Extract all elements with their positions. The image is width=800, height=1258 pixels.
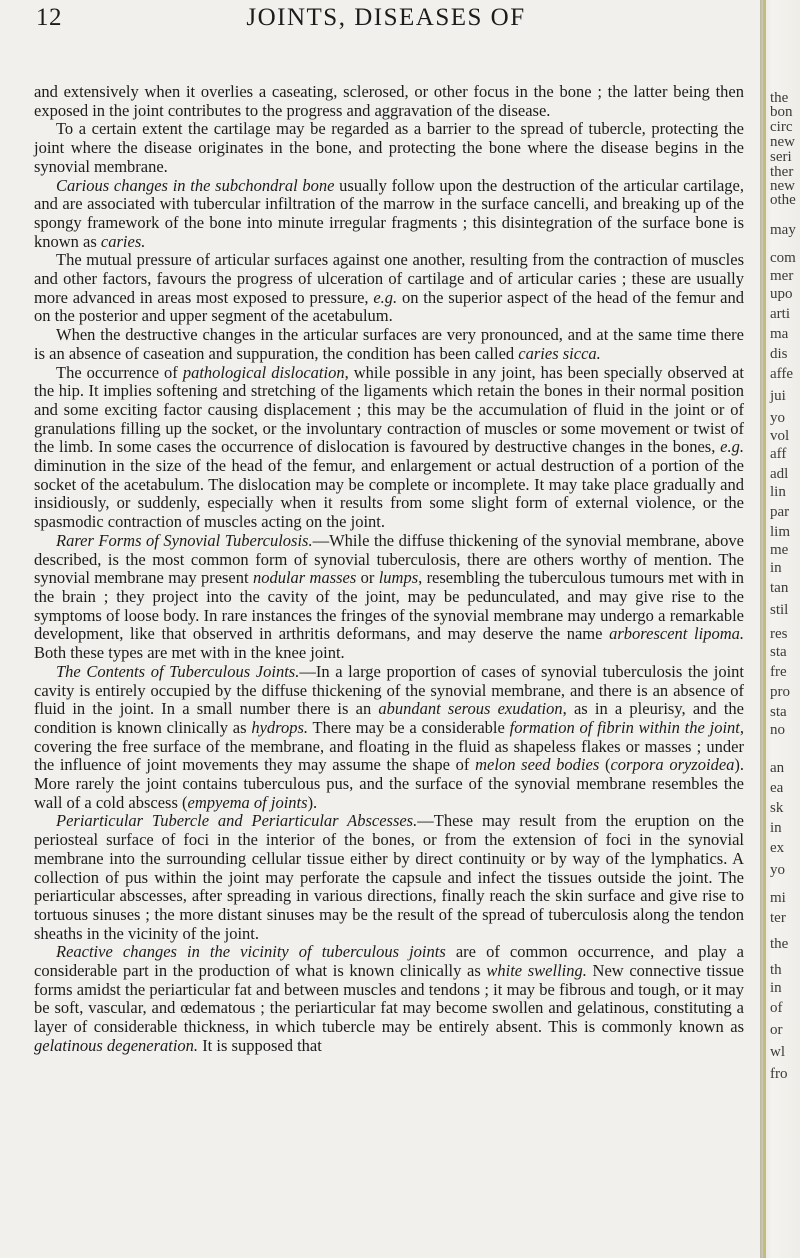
margin-fragment: vol bbox=[770, 428, 790, 444]
margin-fragment: adl bbox=[770, 466, 789, 482]
margin-fragment: no bbox=[770, 722, 785, 738]
margin-fragment: an bbox=[770, 760, 785, 776]
margin-fragment: par bbox=[770, 504, 790, 520]
margin-fragment: new bbox=[770, 178, 795, 194]
margin-fragment: the bbox=[770, 90, 789, 106]
margin-fragment: sk bbox=[770, 800, 784, 816]
text-run: —In a large proportion of cases of synovial tuberculosis the joint cavity is entirely occupied by the diffuse thickening of the synovial membrane, and there is an absence of fluid in the joint. In a small number there is an bbox=[34, 661, 744, 719]
margin-fragment: affe bbox=[770, 366, 794, 382]
margin-fragment: lin bbox=[770, 484, 786, 500]
adjacent-page-edge bbox=[760, 0, 800, 1258]
italic-term: corpora oryzoidea bbox=[610, 755, 735, 775]
margin-fragment: res bbox=[770, 626, 788, 642]
text-run: , as in a pleurisy, and the condition is known clinically as bbox=[34, 699, 745, 737]
margin-fragment: jui bbox=[770, 388, 786, 404]
margin-fragment: aff bbox=[770, 446, 787, 462]
page-header bbox=[36, 4, 736, 44]
text-run: ( bbox=[599, 755, 611, 775]
margin-fragment: of bbox=[770, 1000, 783, 1016]
text-run: ). More rarely the joint contains tuberculous pus, and the surface of the synovial membrane resembles the wall of a cold abscess ( bbox=[34, 755, 745, 812]
text-run: and extensively when it overlies a caseating, sclerosed, or other focus in the bone ; the latter being then exposed in the joint contributes to the progress and aggravation of the disease. bbox=[34, 82, 744, 120]
margin-fragment: ter bbox=[770, 910, 786, 926]
text-run: are of common occurrence, and play a considerable part in the production of what is known clinically as bbox=[34, 942, 745, 981]
italic-term: Carious changes in the subchondral bone bbox=[56, 175, 335, 195]
paragraph bbox=[34, 251, 744, 326]
italic-term: Reactive changes in the vicinity of tuberculous joints bbox=[56, 942, 446, 962]
text-run: Both these types are met with in the knee joint. bbox=[34, 643, 345, 663]
margin-fragment: wl bbox=[770, 1044, 785, 1060]
paragraph bbox=[34, 120, 744, 176]
italic-term: e.g. bbox=[373, 287, 398, 307]
text-run: on the superior aspect of the head of the femur and on the posterior and upper segment of the acetabulum. bbox=[34, 287, 744, 326]
margin-fragment: seri bbox=[770, 149, 792, 165]
margin-fragment: circ bbox=[770, 119, 793, 135]
margin-fragment: the bbox=[770, 936, 789, 952]
italic-term: The Contents of Tuberculous Joints. bbox=[56, 661, 300, 681]
italic-term: nodular masses bbox=[252, 568, 357, 588]
italic-term: empyema of joints bbox=[187, 792, 308, 812]
italic-term: pathological dislocation bbox=[182, 362, 345, 382]
margin-fragment: in bbox=[770, 980, 782, 996]
margin-fragment: ex bbox=[770, 840, 785, 856]
italic-term: abundant serous exudation bbox=[378, 699, 563, 719]
margin-fragment: in bbox=[770, 560, 782, 576]
italic-term: e.g. bbox=[720, 437, 744, 457]
margin-fragment: sta bbox=[770, 644, 787, 660]
page-number: 12 bbox=[36, 4, 62, 31]
margin-fragment: yo bbox=[770, 410, 785, 426]
italic-term: arborescent lipoma. bbox=[609, 624, 744, 644]
paragraph bbox=[34, 532, 744, 663]
italic-term: Rarer Forms of Synovial Tuberculosis. bbox=[56, 530, 313, 550]
text-run: When the destructive changes in the articular surfaces are very pronounced, and at the same time there is an absence of caseation and suppuration, the condition has been called bbox=[34, 325, 744, 363]
text-run: , while possible in any joint, has been specially observed at the hip. It implies softening and stretching of the ligaments which retain the bones in their normal position and some exciting factor causing displacement ; this may be the accumulation of fluid in the joint or of granulations filling up the socket, or the involuntary contraction of muscles or some movement or twist of the limb. In some cases the occurrence of dislocation is favoured by destructive changes in the bones, bbox=[34, 362, 744, 457]
running-title: JOINTS, DISEASES OF bbox=[246, 4, 526, 31]
margin-fragment: in bbox=[770, 820, 782, 836]
margin-fragment: ma bbox=[770, 326, 789, 342]
text-run: , covering the free surface of the membrane, and floating in the fluid as shapeless flakes or masses ; under the influence of joint movements they may assume the shape of bbox=[34, 717, 744, 775]
margin-fragment: fro bbox=[770, 1066, 788, 1082]
text-run: The mutual pressure of articular surfaces against one another, resulting from the contraction of muscles and other factors, favours the progress of ulceration of cartilage and of articular caries ; these are usually more advanced in areas most exposed to pressure, bbox=[34, 250, 744, 307]
paragraph bbox=[34, 663, 744, 813]
margin-fragment: upo bbox=[770, 286, 793, 302]
text-run: To a certain extent the cartilage may be regarded as a barrier to the spread of tubercle, protecting the joint where the disease originates in the bone, and protecting the bone where the disease begins in the synovial membrane. bbox=[34, 119, 744, 176]
margin-fragment: may bbox=[770, 222, 796, 238]
margin-fragment: lim bbox=[770, 524, 791, 540]
italic-term: lumps bbox=[378, 568, 419, 588]
italic-term: formation of fibrin within the joint bbox=[509, 717, 740, 737]
italic-term: white swelling. bbox=[486, 961, 587, 981]
text-run: ). bbox=[307, 792, 318, 812]
margin-fragment: th bbox=[770, 962, 782, 978]
margin-fragment: othe bbox=[770, 192, 796, 208]
paragraph bbox=[34, 177, 744, 252]
text-run: diminution in the size of the head of the femur, and enlargement or actual destruction of a portion of the socket of the acetabulum. The dislocation may be complete or incomplete. It may take place gradually and insidiously, or suddenly, especially when it results from some slight form of external violence, or the spasmodic contraction of muscles acting on the joint. bbox=[34, 456, 744, 532]
margin-fragment: ther bbox=[770, 164, 794, 180]
paragraph bbox=[34, 83, 744, 120]
paragraph bbox=[34, 943, 744, 1055]
text-run: The occurrence of bbox=[56, 362, 183, 382]
paragraph bbox=[34, 364, 744, 532]
margin-fragment: bon bbox=[770, 104, 793, 120]
text-run: It is supposed that bbox=[198, 1035, 322, 1055]
text-run: or bbox=[356, 568, 379, 588]
italic-term: melon seed bodies bbox=[475, 755, 600, 775]
italic-term: caries. bbox=[100, 231, 146, 251]
text-run: usually follow upon the destruction of the articular cartilage, and are associated with tubercular infiltration of the marrow in the surface cancelli, and breaking up of the spongy framework of the bone into minute irregular fragments ; this disintegration of the surface bone is known as bbox=[34, 175, 744, 251]
margin-fragment: mi bbox=[770, 890, 786, 906]
margin-fragment: me bbox=[770, 542, 789, 558]
italic-term: Periarticular Tubercle and Periarticular Abscesses. bbox=[56, 811, 418, 831]
text-run: —These may result from the eruption on the periosteal surface of foci in the interior of the bones, or from the extension of foci in the synovial membrane into the surrounding cellular tissue either by direct continuity or by way of the lymphatics. A collection of pus within the joint may perforate the capsule and infect the tissues outside the joint. The periarticular abscesses, after spreading in various directions, finally reach the skin surface and give rise to tortuous sinuses ; the more distant sinuses may be the result of the spread of tuberculosis along the tendon sheaths in the vicinity of the joint. bbox=[34, 811, 744, 943]
text-run: , resembling the tuberculous tumours met with in the brain ; they project into the cavity of the joint, may be pedunculated, and may give rise to the symptoms of loose body. In rare instances the fringes of the synovial membrane may undergo a remarkable development, like that observed in arthritis deformans, and may deserve the name bbox=[34, 568, 744, 644]
margin-fragment: tan bbox=[770, 580, 789, 596]
paragraph bbox=[34, 812, 744, 943]
italic-term: hydrops. bbox=[251, 717, 309, 737]
margin-fragment: stil bbox=[770, 602, 789, 618]
margin-fragment: com bbox=[770, 250, 796, 266]
margin-fragment: mer bbox=[770, 268, 794, 284]
margin-fragment: sta bbox=[770, 704, 787, 720]
margin-fragment: or bbox=[770, 1022, 783, 1038]
margin-fragment: arti bbox=[770, 306, 790, 322]
margin-fragment: new bbox=[770, 134, 795, 150]
italic-term: caries sicca. bbox=[518, 343, 601, 363]
paragraph bbox=[34, 326, 744, 363]
margin-fragment: yo bbox=[770, 862, 785, 878]
italic-term: gelatinous degeneration. bbox=[34, 1035, 199, 1055]
margin-fragment: fre bbox=[770, 664, 787, 680]
page-edge-bar bbox=[763, 0, 766, 1258]
margin-fragment: ea bbox=[770, 780, 784, 796]
margin-fragment: pro bbox=[770, 684, 790, 700]
margin-fragment: dis bbox=[770, 346, 788, 362]
text-run: There may be a considerable bbox=[308, 717, 510, 737]
article-body bbox=[34, 83, 744, 1056]
text-run: New connective tissue forms amidst the periarticular fat and between muscles and tendons ; it may be fibrous and tough, or it may be soft, vascular, and œdematous ; the periarticular fat may become swollen and gelatinous, constituting a layer of considerable thickness, in which tubercle may be entirely absent. This is commonly known as bbox=[34, 961, 744, 1037]
text-run: —While the diffuse thickening of the synovial membrane, above described, is the most common form of synovial tuberculosis, there are others worthy of mention. The synovial membrane may present bbox=[34, 530, 744, 588]
